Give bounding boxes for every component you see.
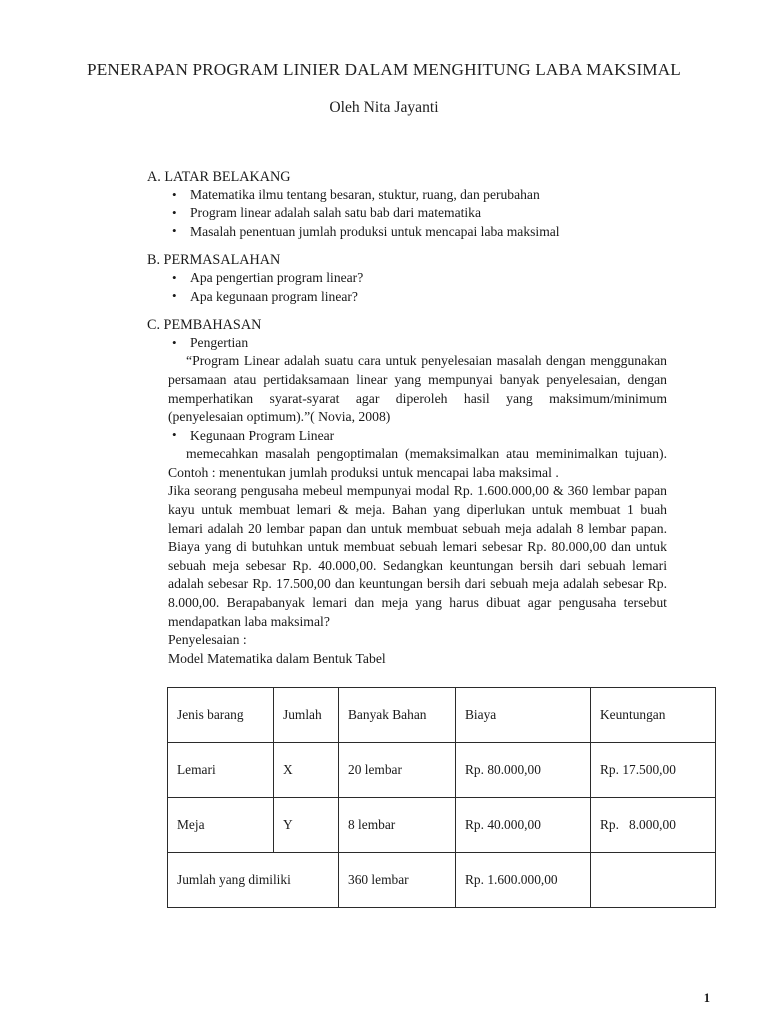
problem-statement-paragraph: Jika seorang pengusaha mebeul mempunyai modal Rp. 1.600.000,00 & 360 lembar papan kayu untuk membuat lemari & meja. Bahan yang diperlukan untuk membuat 1 buah lemari adalah 20 lembar papan dan untuk membuat sebuah meja adalah 8 lembar papan. Biaya yang di butuhkan untuk membuat sebuah lemari sebesar Rp. 80.000,00 dan untuk sebuah meja sebesar Rp. 40.000,00. Sedangkan keuntungan bersih dari sebuah lemari adalah sebesar Rp. 17.500,00 dan keuntungan bersih dari sebuah meja adalah sebesar Rp. 8.000,00. Berapabanyak lemari dan meja yang harus dibuat agar pengusaha tersebut mendapatkan laba maksimal?: [168, 483, 667, 629]
model-matematika-table: [167, 687, 716, 908]
spacer: [147, 306, 667, 316]
kegunaan-paragraph: memecahkan masalah pengoptimalan (memaksimalkan atau meminimalkan tujuan). Contoh : menentukan jumlah produksi untuk mencapai laba maksimal .: [168, 446, 667, 480]
section-c-bullet-pengertian: [147, 334, 667, 352]
cell-total-banyak-bahan: 360 lembar: [339, 853, 456, 908]
model-table-wrapper: [167, 687, 676, 908]
cell-biaya: Rp. 40.000,00: [456, 798, 591, 853]
cell-keuntungan: Rp. 8.000,00: [591, 798, 716, 853]
table-row: [168, 798, 716, 853]
list-item: • Program linear adalah salah satu bab dari matematika: [147, 204, 667, 222]
cell-total-label: Jumlah yang dimiliki: [168, 853, 339, 908]
cell-jumlah: Y: [274, 798, 339, 853]
table-total-row: [168, 853, 716, 908]
table-row: [168, 743, 716, 798]
list-item: • Apa pengertian program linear?: [147, 269, 667, 287]
column-header-jenis-barang: Jenis barang: [168, 688, 274, 743]
list-item: • Pengertian: [147, 334, 667, 352]
cell-jenis-barang: Lemari: [168, 743, 274, 798]
column-header-jumlah: Jumlah: [274, 688, 339, 743]
document-author: Oleh Nita Jayanti: [329, 99, 439, 116]
section-c-bullet-kegunaan: [147, 427, 667, 445]
page-number: 1: [703, 991, 710, 1005]
quote-paragraph: “Program Linear adalah suatu cara untuk penyelesaian masalah dengan menggunakan persamaan atau pertidaksamaan linear yang mempunyai banyak penyelesaian, dengan memperhatikan syarat-syarat agar diperoleh hasil yang maksimum/minimum (penyelesaian optimum).”( Novia, 2008): [168, 353, 667, 425]
cell-banyak-bahan: 8 lembar: [339, 798, 456, 853]
section-heading-c: C. PEMBAHASAN: [147, 317, 262, 334]
list-item: • Masalah penentuan jumlah produksi untuk mencapai laba maksimal: [147, 223, 667, 241]
section-b-bullet-list: [147, 269, 667, 306]
column-header-keuntungan: Keuntungan: [591, 688, 716, 743]
section-heading-b: B. PERMASALAHAN: [147, 252, 281, 269]
column-header-biaya: Biaya: [456, 688, 591, 743]
document-body: [147, 168, 667, 668]
section-a-bullet-list: [147, 186, 667, 241]
cell-jenis-barang: Meja: [168, 798, 274, 853]
cell-total-biaya: Rp. 1.600.000,00: [456, 853, 591, 908]
list-item: • Matematika ilmu tentang besaran, stuktur, ruang, dan perubahan: [147, 186, 667, 204]
list-item: • Kegunaan Program Linear: [147, 427, 667, 445]
cell-jumlah: X: [274, 743, 339, 798]
section-heading-a: A. LATAR BELAKANG: [147, 169, 291, 185]
cell-total-keuntungan: [591, 853, 716, 908]
table-header-row: [168, 688, 716, 743]
column-header-banyak-bahan: Banyak Bahan: [339, 688, 456, 743]
cell-biaya: Rp. 80.000,00: [456, 743, 591, 798]
model-matematika-label: Model Matematika dalam Bentuk Tabel: [168, 650, 386, 666]
penyelesaian-label: Penyelesaian :: [168, 632, 247, 648]
spacer: [147, 241, 667, 251]
cell-banyak-bahan: 20 lembar: [339, 743, 456, 798]
page-title: PENERAPAN PROGRAM LINIER DALAM MENGHITUNG LABA MAKSIMAL: [87, 60, 681, 79]
list-item: • Apa kegunaan program linear?: [147, 288, 667, 306]
cell-keuntungan: Rp. 17.500,00: [591, 743, 716, 798]
